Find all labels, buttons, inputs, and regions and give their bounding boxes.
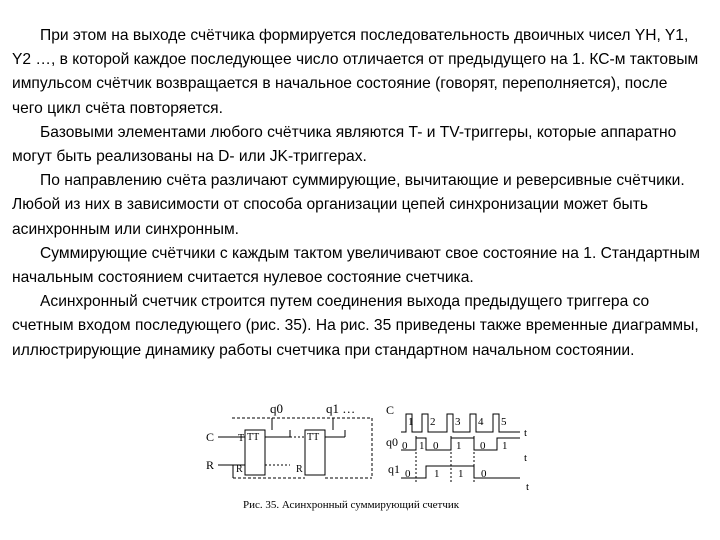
paragraph: По направлению счёта различают суммирующие, вычитающие и реверсивные счётчики. Любой из них в зависимости от способа организации цепей синхронизации может быть асинхронным или синхронным. [12,172,685,238]
circuit-c-label: C [206,430,215,444]
time-axis-label: t [524,427,528,439]
trigger-1-box [245,430,265,475]
time-axis-label: t [526,481,530,493]
q0-waveform [401,438,520,450]
q1-value: 0 [481,468,487,480]
circuit-r-label: R [206,458,215,472]
trigger-2-tt-label: TT [307,432,320,443]
body-text [12,24,702,363]
q0-value: 1 [502,440,508,452]
q0-output-label: q0 [270,401,283,416]
q1-output-label: q1 … [326,401,356,416]
q0-value: 0 [433,440,439,452]
trigger-1-r-pin: R [236,464,243,475]
paragraph: Асинхронный счетчик строится путем соединения выхода предыдущего триггера со счетным входом последующего (рис. 35). На рис. 35 приведены также временные диаграммы, иллюстрирующие динамику работы счетчика при стандартном начальном состоянии. [12,293,699,359]
timing-diagram [401,414,520,484]
q0-value: 0 [480,440,486,452]
timing-q0-label: q0 [386,435,398,449]
clock-number: 4 [478,416,484,428]
q1-value: 0 [405,468,411,480]
figure-caption: Рис. 35. Асинхронный суммирующий счетчик [243,499,460,511]
q0-value: 1 [419,440,425,452]
clock-waveform [401,414,520,432]
clock-number: 1 [408,416,414,428]
trigger-2-box [305,430,325,475]
trigger-1-tt-label: TT [247,432,260,443]
clock-number: 3 [455,416,461,428]
paragraph: Суммирующие счётчики с каждым тактом увеличивают свое состояние на 1. Стандартным начальным состоянием считается нулевое состояние счетчика. [12,244,700,287]
trigger-1-t-pin: T [238,433,245,444]
timing-c-label: C [386,403,395,417]
clock-number: 5 [501,416,507,428]
q1-value: 1 [458,468,464,480]
paragraph: При этом на выходе счётчика формируется последовательность двоичных чисел YH, Y1, Y2 …, в которой каждое последующее число отличается от предыдущего на 1. КС-м тактовым импульсом счётчик возвращается в начальное состояние (говорят, переполняется), после чего цикл счёта повторяется. [12,27,699,117]
timing-q1-label: q1 [388,462,400,476]
q1-waveform [401,466,520,478]
q0-value: 0 [402,440,408,452]
q0-value: 1 [456,440,462,452]
q1-value: 1 [434,468,440,480]
trigger-2-r-pin: R [296,464,303,475]
paragraph: Базовыми элементами любого счётчика являются T- и TV-триггеры, которые аппаратно могут быть реализованы на D- или JK-триггерах. [12,123,677,166]
clock-number: 2 [430,416,436,428]
time-axis-label: t [524,452,528,464]
counter-circuit [218,418,372,478]
